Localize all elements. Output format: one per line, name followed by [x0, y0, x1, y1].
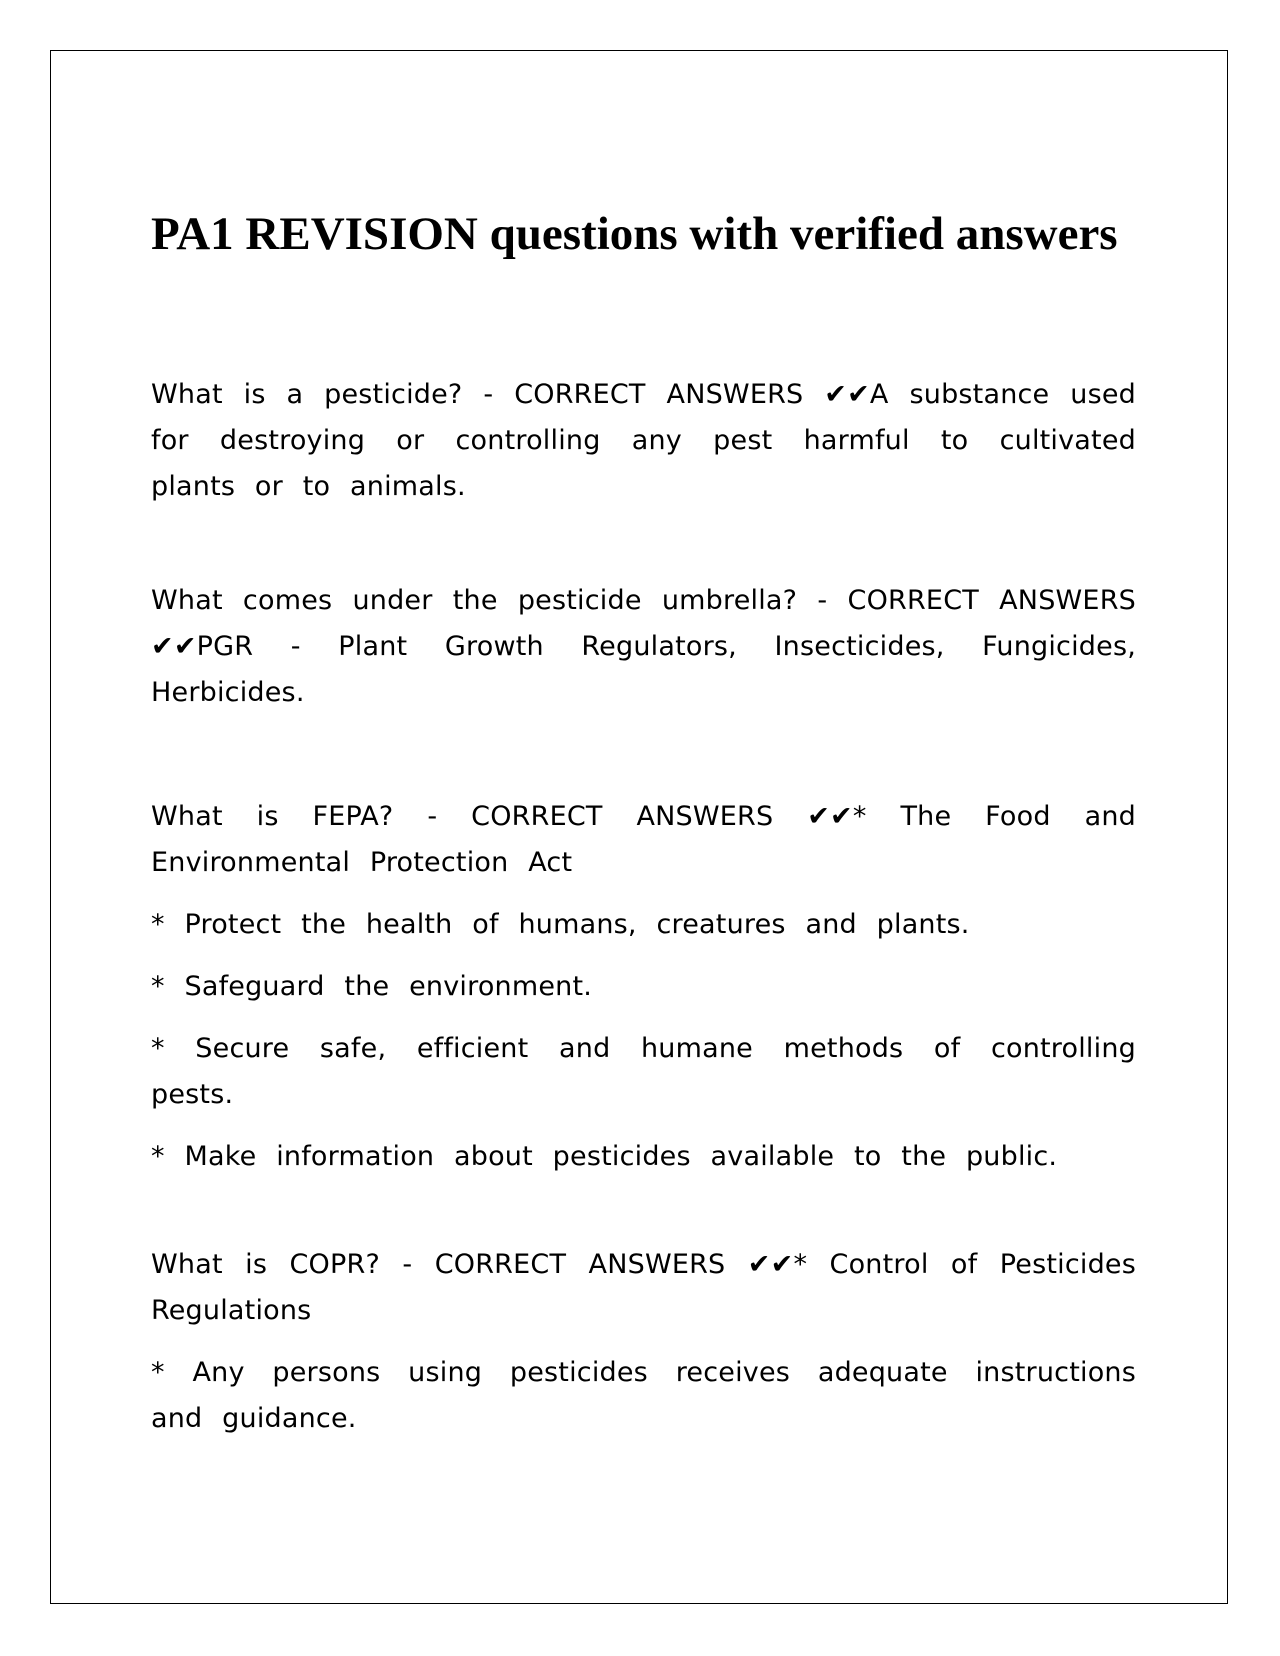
fepa-bullet: * Secure safe, efficient and humane methods of controlling pests. — [151, 1033, 1136, 1110]
qa-question-pesticide: What is a pesticide? - CORRECT ANSWERS ✔✔A substance used for destroying or controlling any pest harmful to cultivated plants or to animals. — [151, 379, 1136, 502]
fepa-bullet: * Make information about pesticides available to the public. — [151, 1141, 1058, 1172]
qa-block-pesticide — [151, 372, 1136, 510]
qa-block-fepa — [151, 794, 1136, 1180]
qa-question-copr: What is COPR? - CORRECT ANSWERS ✔✔* Control of Pesticides Regulations — [151, 1249, 1136, 1326]
document-title: PA1 REVISION questions with verified answers — [151, 208, 1118, 260]
document-page — [50, 50, 1228, 1604]
fepa-bullet: * Protect the health of humans, creatures and plants. — [151, 909, 970, 940]
document-content — [151, 151, 1136, 1442]
qa-block-copr — [151, 1242, 1136, 1442]
qa-block-umbrella — [151, 578, 1136, 716]
fepa-bullet: * Safeguard the environment. — [151, 971, 593, 1002]
qa-question-umbrella: What comes under the pesticide umbrella? - CORRECT ANSWERS ✔✔PGR - Plant Growth Regulators, Insecticides, Fungicides, Herbicides. — [151, 585, 1136, 708]
qa-question-fepa: What is FEPA? - CORRECT ANSWERS ✔✔* The Food and Environmental Protection Act — [151, 801, 1136, 878]
copr-bullet: * Any persons using pesticides receives adequate instructions and guidance. — [151, 1357, 1136, 1434]
